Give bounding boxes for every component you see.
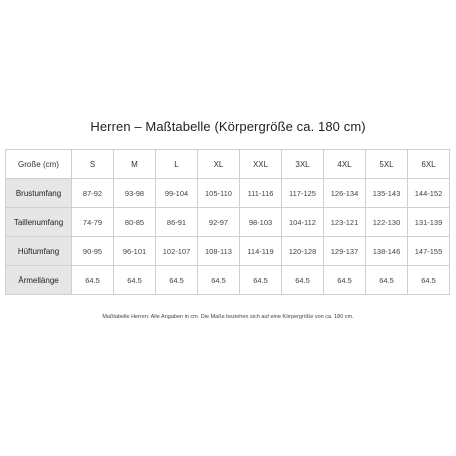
size-header: 4XL (324, 150, 366, 179)
table-cell: 122-130 (366, 208, 408, 237)
table-cell: 64.5 (408, 266, 450, 295)
table-cell: 64.5 (72, 266, 114, 295)
table-cell: 108-113 (198, 237, 240, 266)
table-cell: 64.5 (366, 266, 408, 295)
table-row (6, 208, 450, 237)
table-cell: 144-152 (408, 179, 450, 208)
table-cell: 105-110 (198, 179, 240, 208)
table-cell: 80-85 (114, 208, 156, 237)
table-header-row (6, 150, 450, 179)
size-header: XXL (240, 150, 282, 179)
size-chart-table (5, 149, 450, 295)
table-cell: 64.5 (324, 266, 366, 295)
footnote: Maßtabelle Herren: Alle Angaben in cm. Die Maße beziehen sich auf eine Körpergröße von ca. 180 cm. (102, 314, 354, 320)
row-label: Brustumfang (6, 179, 72, 208)
table-cell: 99-104 (156, 179, 198, 208)
table-cell: 102-107 (156, 237, 198, 266)
size-header: 3XL (282, 150, 324, 179)
row-label: Hüftumfang (6, 237, 72, 266)
row-label: Taillenumfang (6, 208, 72, 237)
table-cell: 93-98 (114, 179, 156, 208)
row-label: Ärmellänge (6, 266, 72, 295)
table-cell: 131-139 (408, 208, 450, 237)
table-cell: 104-112 (282, 208, 324, 237)
table-cell: 117-125 (282, 179, 324, 208)
size-header: S (72, 150, 114, 179)
table-row (6, 266, 450, 295)
table-cell: 64.5 (240, 266, 282, 295)
table-row (6, 179, 450, 208)
table-cell: 64.5 (198, 266, 240, 295)
size-header: L (156, 150, 198, 179)
table-cell: 64.5 (114, 266, 156, 295)
table-cell: 147-155 (408, 237, 450, 266)
size-header: XL (198, 150, 240, 179)
table-row (6, 237, 450, 266)
table-cell: 64.5 (282, 266, 324, 295)
table-cell: 126-134 (324, 179, 366, 208)
table-cell: 87-92 (72, 179, 114, 208)
table-cell: 111-116 (240, 179, 282, 208)
table-cell: 129-137 (324, 237, 366, 266)
table-cell: 114-119 (240, 237, 282, 266)
size-header: M (114, 150, 156, 179)
table-cell: 64.5 (156, 266, 198, 295)
table-cell: 123-121 (324, 208, 366, 237)
corner-header: Große (cm) (6, 150, 72, 179)
table-cell: 135-143 (366, 179, 408, 208)
table-cell: 96-101 (114, 237, 156, 266)
size-header: 6XL (408, 150, 450, 179)
table-cell: 120-128 (282, 237, 324, 266)
table-cell: 138-146 (366, 237, 408, 266)
page-title: Herren – Maßtabelle (Körpergröße ca. 180 cm) (90, 119, 366, 134)
table-cell: 90-95 (72, 237, 114, 266)
table-cell: 92-97 (198, 208, 240, 237)
table-cell: 74-79 (72, 208, 114, 237)
table-cell: 86-91 (156, 208, 198, 237)
table-cell: 98-103 (240, 208, 282, 237)
size-header: 5XL (366, 150, 408, 179)
